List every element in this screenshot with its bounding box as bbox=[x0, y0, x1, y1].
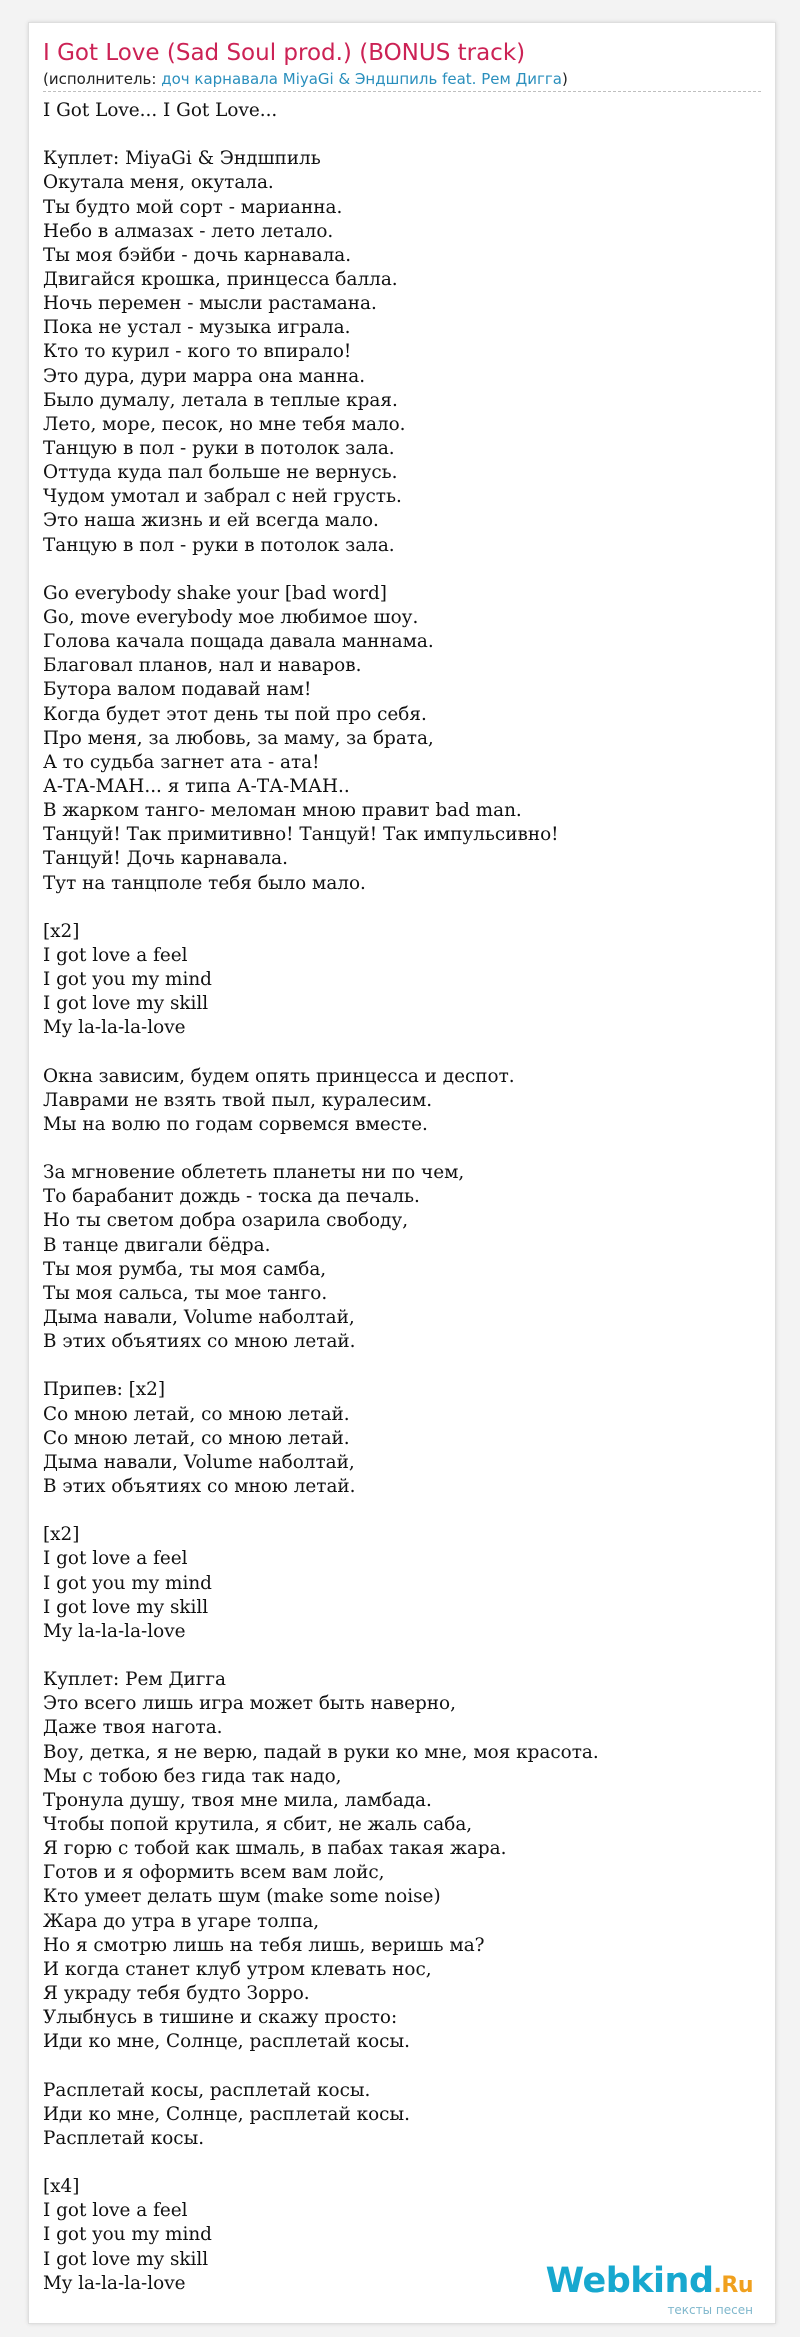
lyric-line: I got love a feel bbox=[43, 1548, 188, 1570]
lyric-line: Куплет: Рем Дигга bbox=[43, 1669, 226, 1691]
lyric-blank-line bbox=[43, 2054, 763, 2078]
lyric-line: Дыма навали, Volume наболтай, bbox=[43, 1307, 355, 1329]
lyric-line: Окутала меня, окутала. bbox=[43, 172, 274, 194]
lyric-line: Куплет: MiyaGi & Эндшпиль bbox=[43, 148, 321, 170]
lyric-line: [x4] bbox=[43, 2176, 80, 2198]
lyric-blank-line bbox=[43, 896, 763, 920]
performer-link-doch-karnavala[interactable]: доч карнавала bbox=[161, 70, 278, 88]
lyric-blank-line bbox=[43, 558, 763, 582]
performer-link-miyagi-endshpil[interactable]: MiyaGi & Эндшпиль feat. Рем Дигга bbox=[282, 70, 562, 88]
lyric-line: И когда станет клуб утром клевать нос, bbox=[43, 1958, 432, 1980]
lyrics-card bbox=[28, 22, 776, 2324]
lyric-blank-line bbox=[43, 1644, 763, 1668]
lyric-line: Благовал планов, нал и наваров. bbox=[43, 655, 362, 677]
lyric-line: Но я смотрю лишь на тебя лишь, веришь ма? bbox=[43, 1934, 485, 1956]
lyric-line: Пока не устал - музыка играла. bbox=[43, 317, 351, 339]
lyric-line: Голова качала пощада давала маннама. bbox=[43, 631, 434, 653]
lyric-line: Танцуй! Дочь карнавала. bbox=[43, 848, 288, 870]
logo-tld: .Ru bbox=[713, 2273, 753, 2298]
performers-prefix: (исполнитель: bbox=[43, 70, 162, 88]
lyric-line: Это дура, дури марра она манна. bbox=[43, 365, 366, 387]
lyric-line: My la-la-la-love bbox=[43, 1620, 186, 1642]
lyric-blank-line bbox=[43, 1040, 763, 1064]
performers-line bbox=[43, 69, 761, 92]
lyric-line: Небо в алмазах - лето летало. bbox=[43, 220, 334, 242]
lyric-line: Улыбнусь в тишине и скажу просто: bbox=[43, 2007, 398, 2029]
lyric-line: Go everybody shake your [bad word] bbox=[43, 582, 387, 604]
lyric-line: Иди ко мне, Солнце, расплетай косы. bbox=[43, 2031, 410, 2053]
lyric-line: Было думалу, летала в теплые края. bbox=[43, 389, 398, 411]
logo-wordmark bbox=[546, 2262, 753, 2305]
lyric-line: I got you my mind bbox=[43, 1572, 212, 1594]
lyric-line: I got love a feel bbox=[43, 2200, 188, 2222]
lyric-line: Ночь перемен - мысли растамана. bbox=[43, 293, 377, 315]
lyric-line: Лето, море, песок, но мне тебя мало. bbox=[43, 413, 406, 435]
lyric-line: Припев: [x2] bbox=[43, 1379, 166, 1401]
lyric-line: Чтобы попой крутила, я сбит, не жаль саба, bbox=[43, 1813, 473, 1835]
song-title: I Got Love (Sad Soul prod.) (BONUS track) bbox=[43, 40, 526, 66]
lyric-line: [x2] bbox=[43, 1524, 80, 1546]
lyric-line: А-ТА-МАН... я типа А-ТА-МАН.. bbox=[43, 775, 350, 797]
lyric-line: За мгновение облететь планеты ни по чем, bbox=[43, 1162, 465, 1184]
lyric-line: I got you my mind bbox=[43, 2224, 212, 2246]
lyric-line: Тут на танцполе тебя было мало. bbox=[43, 872, 366, 894]
lyric-line: Расплетай косы. bbox=[43, 2127, 205, 2149]
lyric-line: Жара до утра в угаре толпа, bbox=[43, 1910, 320, 1932]
lyric-line: I Got Love... I Got Love... bbox=[43, 100, 278, 121]
lyric-line: Но ты светом добра озарила свободу, bbox=[43, 1210, 409, 1232]
lyric-line: Когда будет этот день ты пой про себя. bbox=[43, 703, 427, 725]
lyric-line: Оттуда куда пал больше не вернусь. bbox=[43, 462, 398, 484]
lyric-line: I got love a feel bbox=[43, 944, 188, 966]
logo-name: Webkind bbox=[545, 2261, 714, 2301]
webkind-logo[interactable] bbox=[546, 2262, 753, 2317]
lyric-line: Ты моя румба, ты моя самба, bbox=[43, 1258, 327, 1280]
lyric-line: Воу, детка, я не верю, падай в руки ко мне, моя красота. bbox=[43, 1741, 599, 1763]
lyric-line: Ты моя сальса, ты мое танго. bbox=[43, 1282, 328, 1304]
lyric-line: Я украду тебя будто Зорро. bbox=[43, 1982, 310, 2004]
lyric-line: Я горю с тобой как шмаль, в пабах такая жара. bbox=[43, 1838, 507, 1860]
lyric-line: Про меня, за любовь, за маму, за брата, bbox=[43, 727, 434, 749]
lyric-line: Двигайся крошка, принцесса балла. bbox=[43, 268, 398, 290]
lyric-line: Тронула душу, твоя мне мила, ламбада. bbox=[43, 1789, 432, 1811]
lyric-line: Расплетай косы, расплетай косы. bbox=[43, 2079, 371, 2101]
lyric-line: А то судьба загнет ата - ата! bbox=[43, 751, 320, 773]
lyric-line: [x2] bbox=[43, 920, 80, 942]
lyric-line: Окна зависим, будем опять принцесса и деспот. bbox=[43, 1065, 515, 1087]
lyric-line: Иди ко мне, Солнце, расплетай косы. bbox=[43, 2103, 410, 2125]
lyric-line: Кто умеет делать шум (make some noise) bbox=[43, 1886, 441, 1908]
lyric-line: Танцую в пол - руки в потолок зала. bbox=[43, 437, 395, 459]
lyric-line: В этих объятиях со мною летай. bbox=[43, 1331, 356, 1353]
lyric-line: My la-la-la-love bbox=[43, 1017, 186, 1039]
lyric-line: Чудом умотал и забрал с ней грусть. bbox=[43, 486, 402, 508]
lyric-line: Мы с тобою без гида так надо, bbox=[43, 1765, 342, 1787]
lyric-line: Танцуй! Так примитивно! Танцуй! Так импульсивно! bbox=[43, 824, 559, 846]
lyric-line: Это наша жизнь и ей всегда мало. bbox=[43, 510, 379, 532]
lyric-line: I got love my skill bbox=[43, 1596, 209, 1618]
performers-suffix: ) bbox=[561, 70, 568, 88]
lyric-line: Бутора валом подавай нам! bbox=[43, 679, 312, 701]
lyric-line: I got you my mind bbox=[43, 969, 212, 991]
lyrics-text bbox=[43, 99, 763, 2296]
lyric-line: Go, move everybody мое любимое шоу. bbox=[43, 606, 419, 628]
lyric-blank-line bbox=[43, 1499, 763, 1523]
lyric-line: Даже твоя нагота. bbox=[43, 1717, 223, 1739]
lyric-line: Дыма навали, Volume наболтай, bbox=[43, 1451, 355, 1473]
lyric-line: My la-la-la-love bbox=[43, 2272, 186, 2294]
lyric-line: Ты будто мой сорт - марианна. bbox=[43, 196, 343, 218]
lyric-line: В жарком танго- меломан мною правит bad man. bbox=[43, 800, 522, 822]
logo-tagline: тексты песен bbox=[667, 2303, 753, 2317]
lyric-blank-line bbox=[43, 1137, 763, 1161]
lyric-line: То барабанит дождь - тоска да печаль. bbox=[43, 1186, 420, 1208]
lyric-line: Лаврами не взять твой пыл, куралесим. bbox=[43, 1089, 433, 1111]
lyric-line: Кто то курил - кого то впирало! bbox=[43, 341, 352, 363]
lyric-line: В танце двигали бёдра. bbox=[43, 1234, 271, 1256]
lyric-line: Танцую в пол - руки в потолок зала. bbox=[43, 534, 395, 556]
lyric-line: I got love my skill bbox=[43, 993, 209, 1015]
lyric-line: I got love my skill bbox=[43, 2248, 209, 2270]
lyric-blank-line bbox=[43, 2151, 763, 2175]
lyric-line: Готов и я оформить всем вам лойс, bbox=[43, 1862, 385, 1884]
lyric-line: Мы на волю по годам сорвемся вместе. bbox=[43, 1113, 428, 1135]
lyric-line: В этих объятиях со мною летай. bbox=[43, 1476, 356, 1498]
lyric-line: Со мною летай, со мною летай. bbox=[43, 1403, 350, 1425]
lyric-blank-line bbox=[43, 123, 763, 147]
lyric-blank-line bbox=[43, 1354, 763, 1378]
lyric-line: Это всего лишь игра может быть наверно, bbox=[43, 1693, 456, 1715]
lyric-line: Ты моя бэйби - дочь карнавала. bbox=[43, 244, 352, 266]
lyric-line: Со мною летай, со мною летай. bbox=[43, 1427, 350, 1449]
